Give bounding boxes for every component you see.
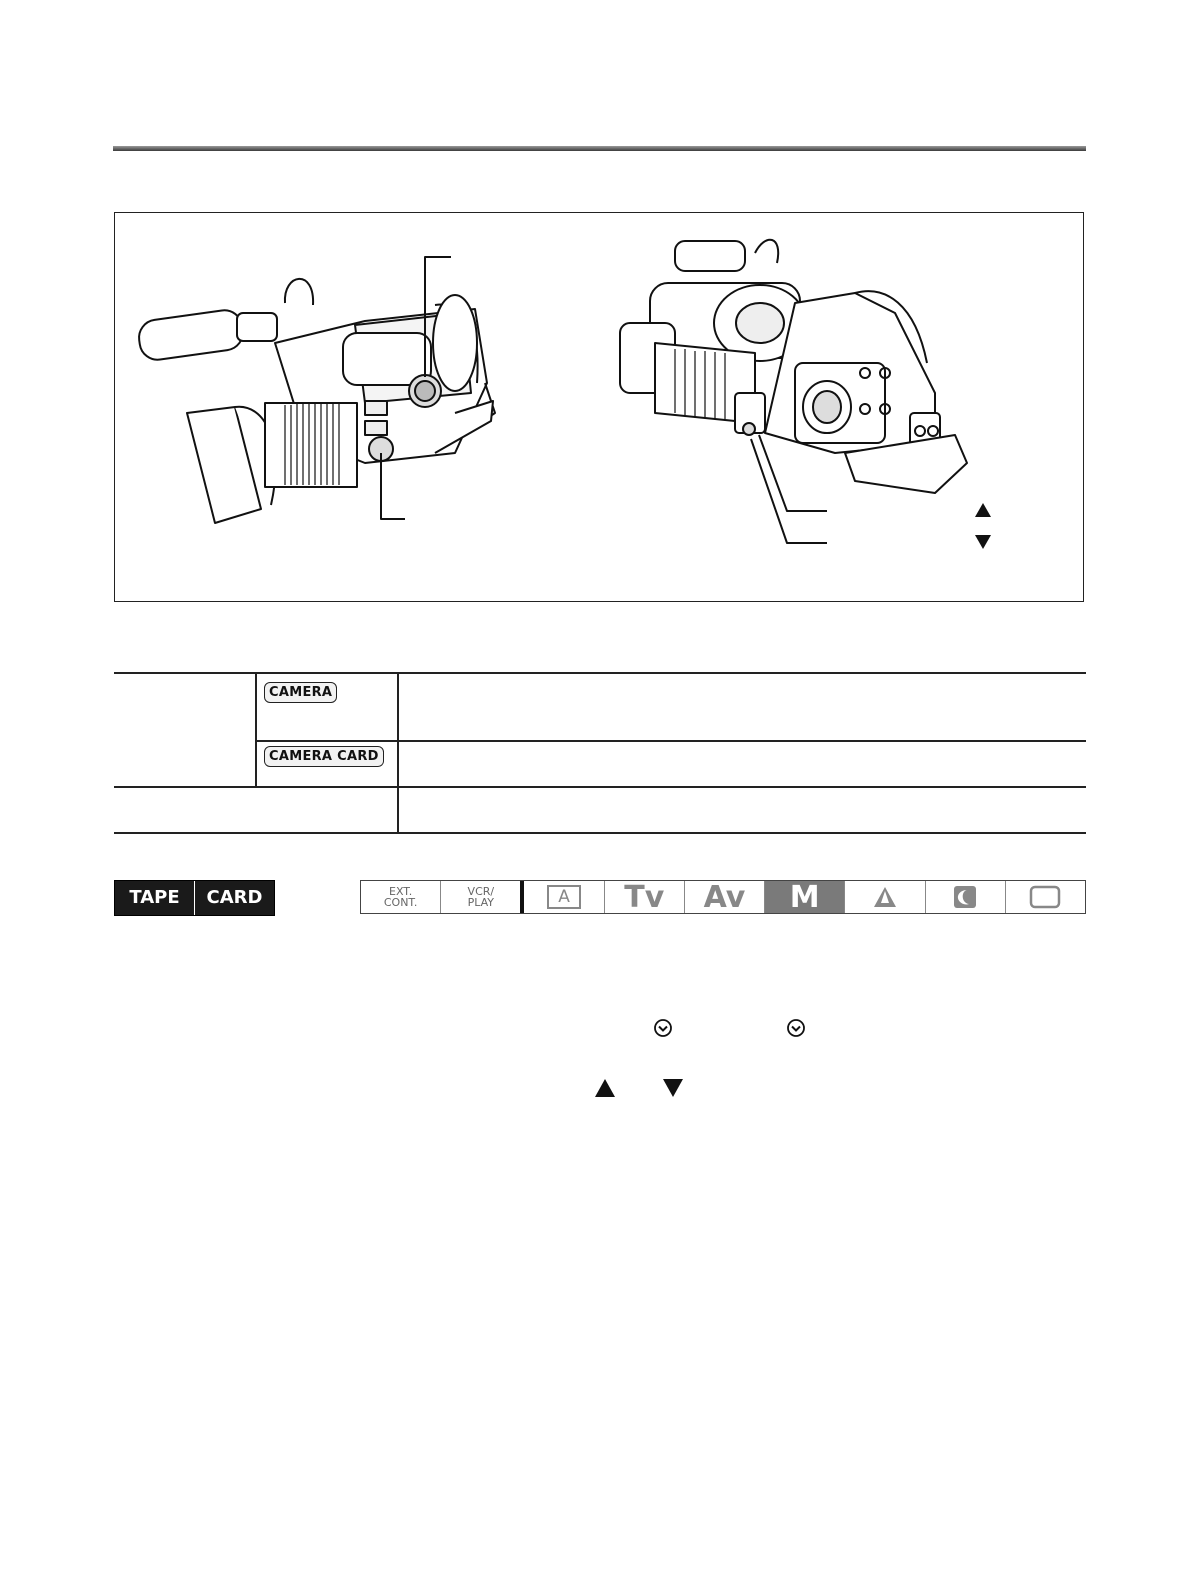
mode-vcr-label: VCR/ xyxy=(467,885,495,898)
frame-icon xyxy=(1029,885,1061,909)
header-rule xyxy=(113,146,1086,151)
triangle-up-icon xyxy=(975,503,991,517)
check-circle-icon xyxy=(653,1018,673,1038)
media-tabs xyxy=(114,880,275,916)
right-camera-body xyxy=(620,240,967,493)
program-mode-strip xyxy=(360,880,1086,914)
mode-tv[interactable] xyxy=(605,881,685,913)
spotlight-icon xyxy=(872,885,898,909)
mode-auto[interactable] xyxy=(524,881,604,913)
mode-play-label: PLAY xyxy=(467,896,495,909)
auto-mode-frame xyxy=(547,885,581,909)
table-divider-left xyxy=(255,672,257,786)
mode-night[interactable] xyxy=(926,881,1006,913)
table-rule-lower xyxy=(114,786,1086,788)
camcorder-illustration xyxy=(115,213,1085,603)
mode-ext-label: EXT. xyxy=(389,885,413,898)
table-rule-top xyxy=(114,672,1086,674)
camcorder-figure xyxy=(114,212,1084,602)
mode-manual[interactable] xyxy=(765,881,845,913)
tab-card[interactable]: CARD xyxy=(194,881,274,915)
triangle-up-icon xyxy=(594,1078,616,1098)
mode-table xyxy=(114,672,1086,838)
mode-manual-label: M xyxy=(789,879,820,915)
table-rule-mid xyxy=(255,740,1086,742)
left-camera-lens xyxy=(187,403,357,523)
mode-av[interactable] xyxy=(685,881,765,913)
camera-mode-badge: CAMERA xyxy=(264,682,337,703)
table-rule-bottom xyxy=(114,832,1086,834)
mode-frame[interactable] xyxy=(1006,881,1085,913)
table-divider-right xyxy=(397,672,399,832)
triangle-down-icon xyxy=(975,535,991,549)
mode-spotlight[interactable] xyxy=(845,881,925,913)
check-circle-icon xyxy=(786,1018,806,1038)
night-icon xyxy=(953,885,977,909)
triangle-down-icon xyxy=(662,1078,684,1098)
mode-ext-cont[interactable] xyxy=(361,881,441,913)
mode-tv-label: Tv xyxy=(624,879,665,915)
camera-card-mode-badge: CAMERA CARD xyxy=(264,746,384,767)
mode-av-label: Av xyxy=(703,879,746,915)
tab-tape[interactable]: TAPE xyxy=(115,881,194,915)
mode-vcr-play[interactable] xyxy=(441,881,524,913)
mode-auto-label: A xyxy=(558,887,570,907)
mode-cont-label: CONT. xyxy=(383,896,418,909)
